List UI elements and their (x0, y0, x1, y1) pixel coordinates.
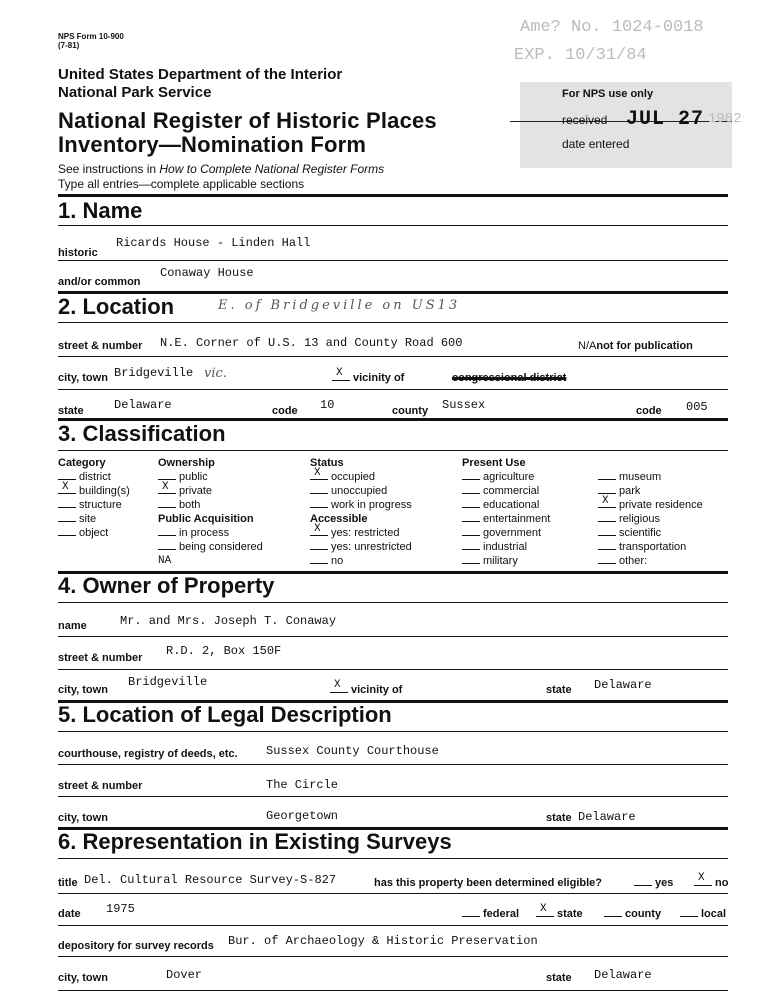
owner-vicinity-mark: X (334, 679, 341, 691)
accessible-label: yes: restricted (331, 527, 400, 539)
present-use-option (598, 554, 703, 568)
ownership-label: private (179, 485, 213, 497)
legal-city-label: city, town (58, 812, 108, 824)
ownership-option (158, 481, 263, 498)
city-town-label: city, town (58, 372, 108, 384)
present-use-label: other: (619, 555, 648, 567)
status-checkbox (310, 499, 328, 508)
present-use-checkbox (598, 541, 616, 550)
federal-label: federal (483, 908, 520, 920)
section-4-heading: 4. Owner of Property (58, 573, 275, 598)
ownership-checkbox (158, 471, 176, 480)
status-group (310, 456, 412, 568)
acquisition-option (158, 540, 263, 554)
state-value: Delaware (114, 398, 172, 412)
eligible-question: has this property been determined eligible? (374, 877, 602, 889)
form-number: NPS Form 10-900 (58, 32, 124, 41)
owner-vicinity-label: vicinity of (351, 684, 403, 696)
rule (58, 796, 728, 797)
ownership-label: public (179, 471, 208, 483)
section-divider (58, 194, 728, 197)
not-for-publication (578, 340, 693, 352)
category-option (58, 526, 130, 540)
vicinity-checkbox (332, 367, 350, 381)
city-town-value: Bridgeville (114, 366, 194, 380)
status-option (310, 498, 412, 512)
category-group (58, 456, 130, 540)
present-use-checkbox (598, 485, 616, 494)
common-name-value: Conaway House (160, 266, 254, 280)
rule (58, 225, 728, 226)
owner-vicinity (330, 679, 403, 696)
present-use-checkbox (598, 513, 616, 522)
received-label: received (562, 113, 608, 127)
not-for-publication-label: not for publication (596, 340, 693, 352)
eligible-no-mark: X (698, 872, 705, 884)
status-label: work in progress (331, 499, 412, 511)
status-option (310, 467, 412, 484)
status-checkbox (310, 467, 328, 480)
accessible-option (310, 523, 412, 540)
present-use-label: entertainment (483, 513, 551, 525)
present-use-checkbox (462, 499, 480, 508)
county-label: county (392, 405, 429, 417)
common-name-label: and/or common (58, 276, 141, 288)
legal-state-label: state (546, 812, 572, 824)
expiration-stamp: EXP. 10/31/84 (514, 46, 647, 65)
department-name: United States Department of the Interior (58, 66, 343, 83)
legal-city-value: Georgetown (266, 809, 339, 823)
acquisition-note: NA (158, 555, 172, 567)
rule (58, 389, 728, 390)
received-year-stamp: 1982 (708, 111, 742, 127)
owner-street-value: R.D. 2, Box 150F (166, 644, 282, 658)
eligible-no-label: no (715, 877, 729, 889)
depository-value: Bur. of Archaeology & Historic Preservation (228, 934, 538, 948)
status-label: unoccupied (331, 485, 388, 497)
owner-vicinity-checkbox (330, 679, 348, 693)
owner-city-value: Bridgeville (128, 675, 208, 689)
accessible-mark: X (314, 523, 321, 535)
category-checkbox (58, 513, 76, 522)
category-checkbox (58, 499, 76, 508)
county-level-checkbox (604, 908, 622, 917)
ownership-label: both (179, 499, 201, 511)
section-3-heading: 3. Classification (58, 421, 226, 446)
county-level-label: county (625, 908, 662, 920)
state-level-mark: X (540, 903, 547, 915)
courthouse-label: courthouse, registry of deeds, etc. (58, 748, 238, 760)
present-use-checkbox (462, 485, 480, 494)
instructions-line2: Type all entries—complete applicable sections (58, 177, 305, 191)
accessible-checkbox (310, 523, 328, 536)
category-label: object (79, 527, 109, 539)
state-code-label: code (272, 405, 298, 417)
present-use-option (462, 498, 550, 512)
federal-checkbox (462, 908, 480, 917)
accessible-option (310, 554, 412, 568)
accessible-option (310, 540, 412, 554)
category-label: site (79, 513, 97, 525)
category-option (58, 498, 130, 512)
survey-city-label: city, town (58, 972, 108, 984)
survey-title-label: title (58, 877, 78, 889)
acquisition-checkbox (158, 541, 176, 550)
legal-street-label: street & number (58, 780, 143, 792)
accessible-heading: Accessible (310, 513, 368, 525)
state-label: state (58, 405, 84, 417)
acquisition-label: being considered (179, 541, 263, 553)
present-use-option (462, 526, 550, 540)
ownership-list (158, 470, 263, 512)
present-use-list-1 (462, 470, 550, 568)
rule (58, 356, 728, 357)
present-use-option (598, 470, 703, 484)
ownership-group (158, 456, 263, 568)
section-5-heading: 5. Location of Legal Description (58, 702, 392, 727)
present-use-checkbox (462, 541, 480, 550)
status-label: occupied (331, 471, 376, 483)
category-label: structure (79, 499, 122, 511)
date-entered-label: date entered (562, 137, 630, 151)
present-use-checkbox (598, 471, 616, 480)
instructions-prefix: See instructions in (58, 162, 160, 176)
present-use-checkbox (462, 471, 480, 480)
service-name: National Park Service (58, 84, 212, 101)
ownership-checkbox (158, 481, 176, 494)
accessible-list (310, 523, 412, 568)
street-number-value: N.E. Corner of U.S. 13 and County Road 600 (160, 336, 463, 350)
vicinity-of (332, 367, 405, 384)
present-use-label: transportation (619, 541, 687, 553)
approval-stamp: Ame? No. 1024-0018 (520, 18, 704, 37)
rule (58, 636, 728, 637)
category-mark: X (62, 481, 69, 493)
present-use-checkbox (598, 527, 616, 536)
nps-use-label: For NPS use only (562, 88, 654, 100)
present-use-checkbox (598, 555, 616, 564)
state-level-label: state (557, 908, 583, 920)
survey-state-label: state (546, 972, 572, 984)
section-6-heading: 6. Representation in Existing Surveys (58, 829, 452, 854)
ownership-mark: X (162, 481, 169, 493)
present-use-label: military (483, 555, 518, 567)
category-option (58, 481, 130, 498)
survey-title-value: Del. Cultural Resource Survey-S-827 (84, 873, 337, 887)
present-use-label: commercial (483, 485, 540, 497)
ownership-option (158, 498, 263, 512)
present-use-label: museum (619, 471, 662, 483)
accessible-label: yes: unrestricted (331, 541, 412, 553)
rule (58, 669, 728, 670)
acquisition-label: in process (179, 527, 230, 539)
street-number-label: street & number (58, 340, 143, 352)
state-level-checkbox (536, 903, 554, 917)
status-mark: X (314, 467, 321, 479)
owner-name-value: Mr. and Mrs. Joseph T. Conaway (120, 614, 337, 628)
legal-street-value: The Circle (266, 778, 339, 792)
rule (58, 764, 728, 765)
historic-value: Ricards House - Linden Hall (116, 236, 311, 250)
ownership-option (158, 470, 263, 484)
accessible-checkbox (310, 541, 328, 550)
level-state (536, 903, 583, 920)
present-use-option (462, 484, 550, 498)
status-checkbox (310, 485, 328, 494)
present-use-heading: Present Use (462, 457, 526, 469)
present-use-label: park (619, 485, 641, 497)
category-label: building(s) (79, 485, 130, 497)
level-county (604, 908, 661, 920)
survey-date-value: 1975 (106, 902, 135, 916)
legal-state-value: Delaware (578, 810, 636, 824)
ownership-heading: Ownership (158, 457, 215, 469)
owner-state-label: state (546, 684, 572, 696)
rule (58, 990, 728, 991)
state-code-value: 10 (320, 398, 335, 412)
eligible-no (694, 872, 729, 889)
received-date-stamp: JUL 27 (626, 108, 705, 131)
category-checkbox (58, 527, 76, 536)
present-use-label: scientific (619, 527, 662, 539)
present-use-option (598, 512, 703, 526)
handwritten-location-note: E. of Bridgeville on US13 (218, 298, 461, 313)
acquisition-option (158, 526, 263, 540)
county-code-label: code (636, 405, 662, 417)
rule (58, 893, 728, 894)
county-code-value: 005 (686, 400, 708, 414)
category-list (58, 470, 130, 540)
present-use-group (462, 456, 550, 568)
present-use-label: government (483, 527, 542, 539)
present-use-option (462, 540, 550, 554)
present-use-checkbox (462, 513, 480, 522)
rule (58, 322, 728, 323)
category-heading: Category (58, 457, 106, 469)
present-use-option (462, 554, 550, 568)
category-checkbox (58, 481, 76, 494)
rule (58, 450, 728, 451)
instructions-line1 (58, 162, 384, 176)
present-use-label: agriculture (483, 471, 535, 483)
acquisition-list (158, 526, 263, 554)
present-use-label: private residence (619, 499, 703, 511)
rule (58, 925, 728, 926)
section-1-heading: 1. Name (58, 198, 143, 223)
present-use-checkbox (462, 555, 480, 564)
vicinity-mark: X (336, 367, 343, 379)
survey-date-label: date (58, 908, 81, 920)
owner-state-value: Delaware (594, 678, 652, 692)
present-use-option (598, 495, 703, 512)
rule (58, 858, 728, 859)
instructions-reference: How to Complete National Register Forms (159, 162, 385, 176)
category-label: district (79, 471, 111, 483)
congressional-district-label: congressional district (452, 372, 567, 384)
form-title-line2: Inventory—Nomination Form (58, 132, 367, 157)
local-level-checkbox (680, 908, 698, 917)
rule (58, 731, 728, 732)
rule (58, 260, 728, 261)
local-level-label: local (701, 908, 727, 920)
accessible-label: no (331, 555, 344, 567)
status-option (310, 484, 412, 498)
present-use-mark: X (602, 495, 609, 507)
survey-state-value: Delaware (594, 968, 652, 982)
vicinity-label: vicinity of (353, 372, 405, 384)
category-option (58, 512, 130, 526)
owner-street-label: street & number (58, 652, 143, 664)
present-use-list-2 (598, 470, 703, 568)
handwritten-vicinity-note: vic. (204, 366, 227, 381)
eligible-yes (634, 877, 673, 889)
not-for-publication-value: N/A (578, 340, 597, 352)
accessible-checkbox (310, 555, 328, 564)
acquisition-checkbox (158, 527, 176, 536)
present-use-checkbox (462, 527, 480, 536)
present-use-label: educational (483, 499, 540, 511)
status-list (310, 467, 412, 512)
rule (58, 956, 728, 957)
ownership-checkbox (158, 499, 176, 508)
eligible-yes-checkbox (634, 877, 652, 886)
status-heading: Status (310, 457, 344, 469)
owner-name-label: name (58, 620, 87, 632)
historic-label: historic (58, 247, 98, 259)
section-2-heading: 2. Location (58, 294, 175, 319)
courthouse-value: Sussex County Courthouse (266, 744, 439, 758)
depository-label: depository for survey records (58, 940, 214, 952)
eligible-no-checkbox (694, 872, 712, 886)
present-use-option (598, 540, 703, 554)
public-acquisition-heading: Public Acquisition (158, 513, 254, 525)
present-use-group-2 (598, 470, 703, 568)
form-title-line1: National Register of Historic Places (58, 108, 437, 133)
category-checkbox (58, 471, 76, 480)
present-use-checkbox (598, 495, 616, 508)
eligible-yes-label: yes (655, 877, 674, 889)
present-use-option (462, 512, 550, 526)
owner-city-label: city, town (58, 684, 108, 696)
form-revision: (7-81) (58, 41, 80, 50)
rule (58, 602, 728, 603)
county-value: Sussex (442, 398, 486, 412)
present-use-label: industrial (483, 541, 528, 553)
level-local (680, 908, 726, 920)
present-use-option (598, 484, 703, 498)
present-use-option (598, 526, 703, 540)
present-use-option (462, 470, 550, 484)
present-use-label: religious (619, 513, 660, 525)
level-federal (462, 908, 519, 920)
survey-city-value: Dover (166, 968, 203, 982)
